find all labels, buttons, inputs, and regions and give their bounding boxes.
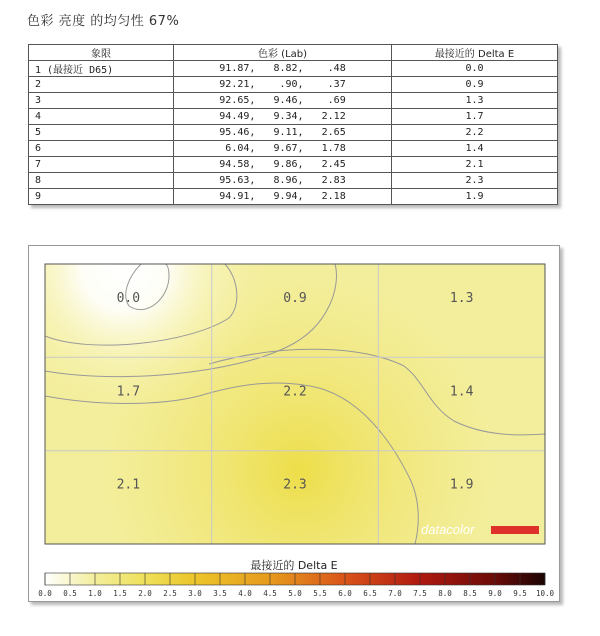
table-row [29, 77, 558, 93]
cell-delta-e: 1.7 [392, 109, 558, 125]
table-row [29, 109, 558, 125]
cell-delta-e: 1.9 [392, 189, 558, 205]
zone-value-label: 1.3 [449, 291, 474, 306]
scale-tick-label: 3.5 [213, 589, 227, 598]
scale-tick-label: 9.5 [513, 589, 527, 598]
table-header-row [29, 45, 558, 61]
table-row [29, 173, 558, 189]
scale-tick-label: 10.0 [535, 589, 555, 598]
cell-delta-e: 0.0 [392, 61, 558, 77]
cell-quadrant: 3 [29, 93, 174, 109]
chart-title: 色彩 亮度 的均匀性 67% [27, 14, 180, 29]
heatmap-light-zone [45, 264, 545, 544]
scale-tick-label: 8.5 [463, 589, 477, 598]
scale-tick-label: 1.0 [88, 589, 102, 598]
zone-value-label: 2.2 [283, 384, 307, 400]
table-row [29, 61, 558, 77]
scale-tick-label: 6.0 [338, 589, 352, 598]
scale-tick-label: 3.0 [188, 589, 202, 598]
cell-delta-e: 1.4 [392, 141, 558, 157]
scale-tick-label: 0.5 [63, 589, 77, 598]
cell-quadrant: 2 [29, 77, 174, 93]
quadrant-table [28, 44, 558, 205]
cell-quadrant: 7 [29, 157, 174, 173]
scale-tick-label: 7.0 [388, 589, 402, 598]
cell-quadrant: 5 [29, 125, 174, 141]
cell-lab: 94.58, 9.86, 2.45 [174, 157, 392, 173]
cell-delta-e: 2.1 [392, 157, 558, 173]
cell-lab: 94.49, 9.34, 2.12 [174, 109, 392, 125]
color-scale-title: 最接近的 Delta E [250, 559, 338, 572]
scale-tick-label: 0.0 [38, 589, 52, 598]
cell-lab: 92.21, .90, .37 [174, 77, 392, 93]
cell-quadrant: 8 [29, 173, 174, 189]
cell-delta-e: 1.3 [392, 93, 558, 109]
header-quadrant: 象限 [29, 45, 174, 61]
table-row [29, 189, 558, 205]
header-lab: 色彩 (Lab) [174, 45, 392, 61]
zone-value-label: 2.1 [116, 477, 141, 493]
zone-value-label: 1.9 [449, 477, 474, 493]
table-row [29, 141, 558, 157]
logo-text: datacolor [421, 522, 475, 537]
scale-tick-label: 9.0 [488, 589, 502, 598]
scale-tick-label: 2.0 [138, 589, 152, 598]
table-row [29, 93, 558, 109]
uniformity-map [29, 246, 559, 601]
cell-lab: 91.87, 8.82, .48 [174, 61, 392, 77]
cell-quadrant: 1 (最接近 D65) [29, 61, 174, 77]
cell-quadrant: 9 [29, 189, 174, 205]
zone-value-label: 2.3 [283, 477, 307, 493]
scale-tick-label: 8.0 [438, 589, 452, 598]
zone-value-label: 0.0 [116, 291, 141, 306]
table-row [29, 125, 558, 141]
table-row [29, 157, 558, 173]
cell-lab: 95.63, 8.96, 2.83 [174, 173, 392, 189]
scale-tick-label: 2.5 [163, 589, 177, 598]
scale-tick-label: 7.5 [413, 589, 427, 598]
scale-tick-label: 4.5 [263, 589, 277, 598]
scale-tick-label: 6.5 [363, 589, 377, 598]
zone-value-label: 1.4 [449, 384, 474, 400]
scale-tick-label: 1.5 [113, 589, 127, 598]
cell-quadrant: 6 [29, 141, 174, 157]
scale-tick-label: 4.0 [238, 589, 252, 598]
cell-lab: 92.65, 9.46, .69 [174, 93, 392, 109]
heatmap-field [45, 264, 545, 544]
cell-lab: 6.04, 9.67, 1.78 [174, 141, 392, 157]
zone-value-label: 1.7 [116, 384, 141, 400]
quadrant-table-wrapper [28, 44, 558, 205]
table-body [29, 61, 558, 205]
cell-quadrant: 4 [29, 109, 174, 125]
uniformity-map-panel [28, 245, 560, 602]
cell-delta-e: 2.2 [392, 125, 558, 141]
cell-delta-e: 2.3 [392, 173, 558, 189]
cell-lab: 94.91, 9.94, 2.18 [174, 189, 392, 205]
zone-value-label: 0.9 [283, 291, 307, 306]
logo-bar [491, 526, 539, 534]
scale-tick-label: 5.5 [313, 589, 327, 598]
scale-tick-label: 5.0 [288, 589, 302, 598]
cell-lab: 95.46, 9.11, 2.65 [174, 125, 392, 141]
header-delta-e: 最接近的 Delta E [392, 45, 558, 61]
cell-delta-e: 0.9 [392, 77, 558, 93]
